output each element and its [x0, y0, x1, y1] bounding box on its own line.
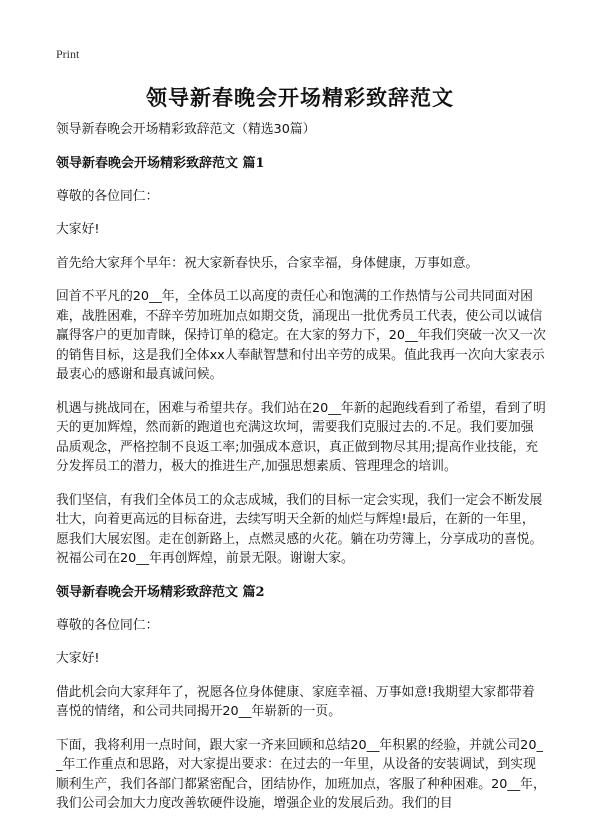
- greeting: 大家好!: [56, 222, 100, 237]
- section-heading-2: 领导新春晚会开场精彩致辞范文 篇2: [56, 584, 265, 600]
- paragraph: 借此机会向大家拜年了，祝愿各位身体健康、家庭幸福、万事如意!我期望大家都带着喜悦的情绪，和公司共同揭开20__年崭新的一页。: [56, 684, 535, 719]
- paragraph: 下面，我将利用一点时间，跟大家一齐来回顾和总结20__年积累的经验，并就公司20__年工作重点和思路，对大家提出要求：在过去的一年里，从设备的安装调试，到实现顺利生产，我们各部门都紧密配合，团结协作，加班加点，客服了种种困难。20__年，我们公司会加大力度改善软硬件设施，增强企业的发展后劲。我们的目: [56, 737, 546, 811]
- paragraph: 机遇与挑战同在，困难与希望共存。我们站在20__年新的起跑线看到了希望，看到了明天的更加辉煌，然而新的跑道也充满这坎坷，需要我们克服过去的.不足。我们要加强品质观念，严格控制不良返工率;加强成本意识，真正做到物尽其用;提高作业技能，充分发挥员工的潜力，极大的推进生产,加强思想素质、管理理念的培训。: [56, 400, 546, 474]
- greeting: 大家好!: [56, 651, 100, 666]
- paragraph: 我们坚信，有我们全体员工的众志成城，我们的目标一定会实现，我们一定会不断发展壮大，向着更高远的目标奋进，去续写明天全新的灿烂与辉煌!最后，在新的一年里，愿我们大展宏图。走在创新路上，点燃灵感的火花。躺在功劳簿上，分享成功的喜悦。祝福公司在20__年再创辉煌，前景无限。谢谢大家。: [56, 492, 543, 566]
- document-body: [56, 120, 546, 828]
- paragraph: 回首不平凡的20__年，全体员工以高度的责任心和饱满的工作热情与公司共同面对困难，战胜困难，不辞辛劳加班加点如期交货，涌现出一批优秀员工代表，使公司以诚信赢得客户的更加青睐，保持订单的稳定。在大家的努力下，20__年我们突破一次又一次的销售目标，这是我们全体xx人奉献智慧和付出辛劳的成果。值此我再一次向大家表示最衷心的感谢和最真诚问候。: [56, 289, 546, 382]
- salutation: 尊敬的各位同仁：: [56, 617, 159, 633]
- salutation: 尊敬的各位同仁：: [56, 188, 159, 204]
- print-label: Print: [56, 47, 80, 61]
- document-title: 领导新春晚会开场精彩致辞范文: [146, 86, 454, 110]
- paragraph: 首先给大家拜个早年：祝大家新春快乐，合家幸福，身体健康，万事如意。: [56, 255, 479, 271]
- section-heading-1: 领导新春晚会开场精彩致辞范文 篇1: [56, 155, 265, 171]
- document-subtitle: 领导新春晚会开场精彩致辞范文（精选30篇）: [56, 122, 316, 137]
